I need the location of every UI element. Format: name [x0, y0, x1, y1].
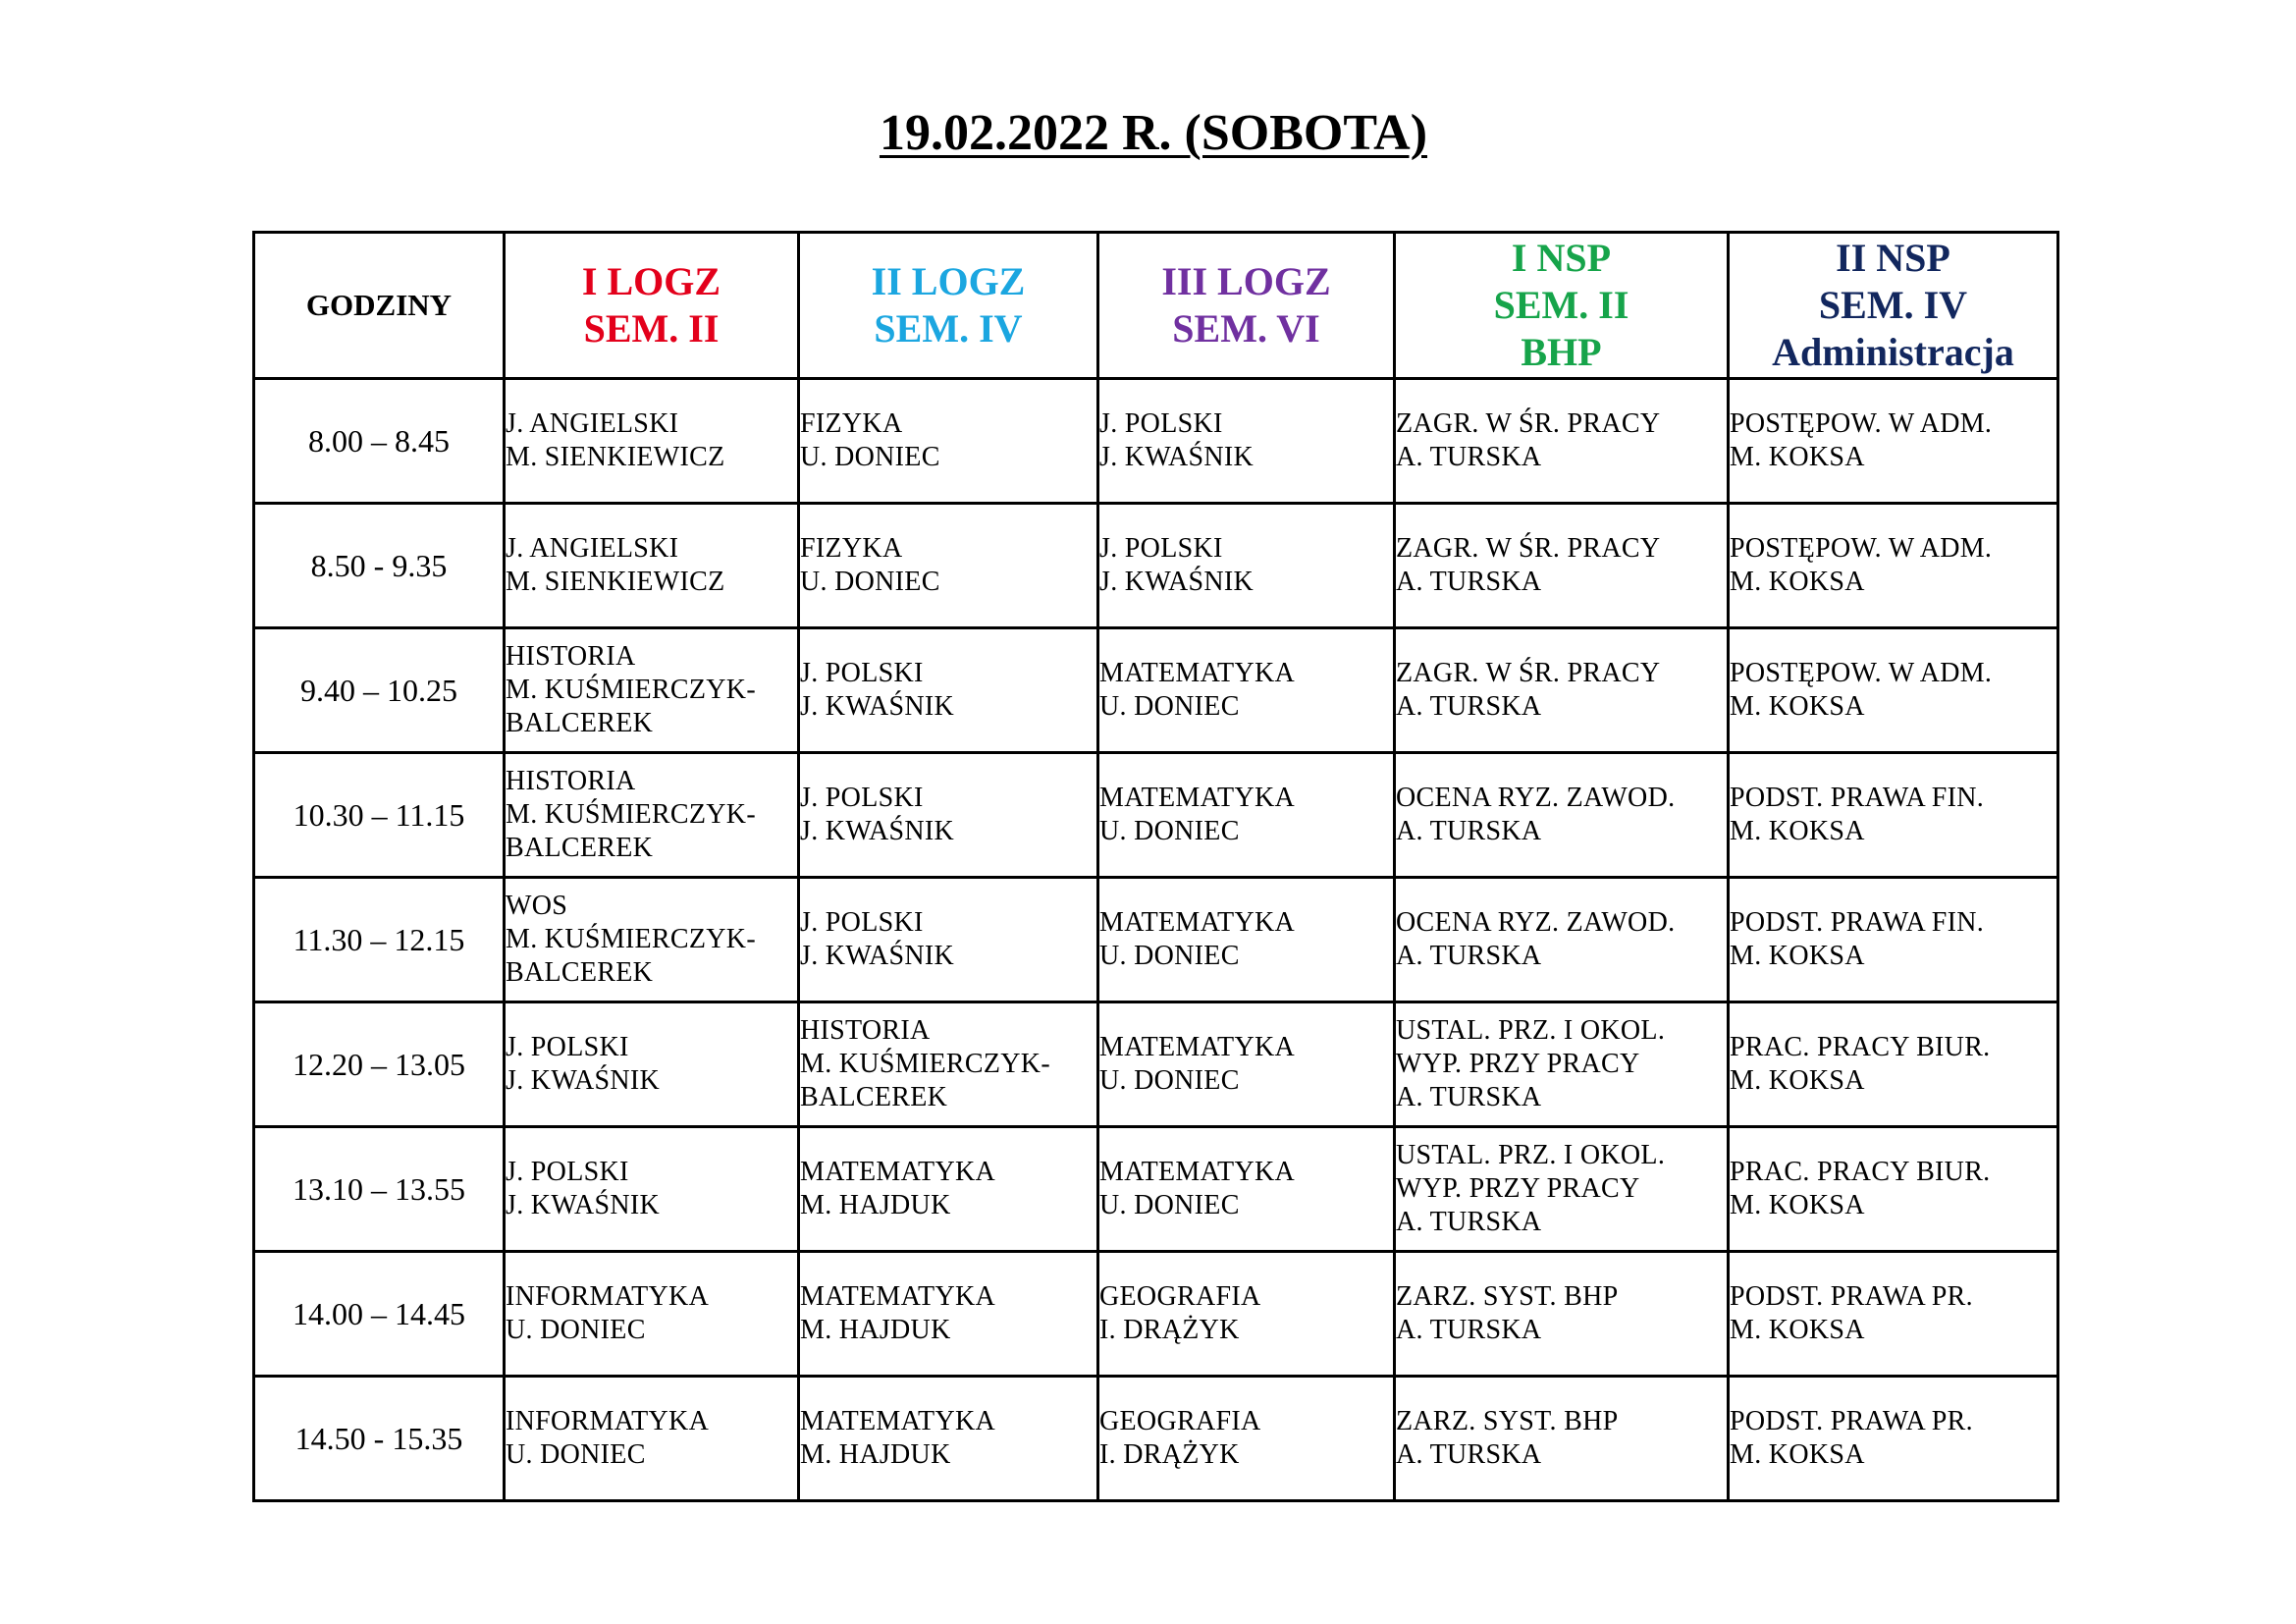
subject-line: USTAL. PRZ. I OKOL.: [1396, 1015, 1666, 1046]
table-row: [254, 504, 2058, 628]
class-cell: [1098, 1252, 1395, 1377]
page-title: 19.02.2022 R. (SOBOTA): [879, 105, 1428, 161]
teacher-name: A. TURSKA: [1396, 816, 1542, 846]
subject-line: J. ANGIELSKI: [506, 533, 679, 564]
teacher-name: A. TURSKA: [1396, 442, 1542, 472]
subject-line: PRAC. PRACY BIUR.: [1730, 1157, 1991, 1187]
teacher-name: BALCEREK: [506, 833, 654, 863]
teacher-name: M. KOKSA: [1730, 567, 1865, 597]
subject-line: ZAGR. W ŚR. PRACY: [1396, 658, 1661, 688]
table-row: [254, 1252, 2058, 1377]
teacher-name: U. DONIEC: [1099, 1065, 1240, 1096]
header-iii-logz: [1098, 233, 1395, 379]
subject-line: M. KUŚMIERCZYK-: [506, 799, 756, 830]
table-row: [254, 878, 2058, 1002]
subject-line: MATEMATYKA: [1099, 907, 1295, 938]
class-cell: [1729, 878, 2058, 1002]
subject-line: PRAC. PRACY BIUR.: [1730, 1032, 1991, 1062]
teacher-name: J. KWAŚNIK: [506, 1065, 660, 1096]
time-slot: 8.50 - 9.35: [254, 504, 505, 628]
class-cell: [505, 1377, 799, 1501]
header-line: Administracja: [1772, 330, 2014, 374]
subject-line: INFORMATYKA: [506, 1406, 710, 1436]
header-i-logz: [505, 233, 799, 379]
class-cell: [1395, 1252, 1729, 1377]
teacher-name: M. SIENKIEWICZ: [506, 442, 725, 472]
header-line: SEM. IV: [874, 306, 1023, 351]
teacher-name: A. TURSKA: [1396, 1207, 1542, 1237]
time-slot: 12.20 – 13.05: [254, 1002, 505, 1127]
teacher-name: U. DONIEC: [506, 1439, 646, 1470]
header-i-nsp: [1395, 233, 1729, 379]
class-cell: [505, 753, 799, 878]
class-cell: [1098, 1377, 1395, 1501]
class-cell: [1729, 1002, 2058, 1127]
subject-line: J. POLSKI: [506, 1032, 629, 1062]
header-ii-nsp: [1729, 233, 2058, 379]
teacher-name: M. HAJDUK: [800, 1439, 951, 1470]
class-cell: [799, 504, 1098, 628]
class-cell: [1395, 753, 1729, 878]
class-cell: [1098, 504, 1395, 628]
teacher-name: J. KWAŚNIK: [800, 941, 954, 971]
subject-line: J. POLSKI: [800, 907, 924, 938]
class-cell: [799, 1377, 1098, 1501]
subject-line: GEOGRAFIA: [1099, 1281, 1261, 1312]
header-godziny: [254, 233, 505, 379]
table-row: [254, 1002, 2058, 1127]
teacher-name: M. HAJDUK: [800, 1190, 951, 1220]
class-cell: [1395, 1002, 1729, 1127]
teacher-name: U. DONIEC: [800, 567, 940, 597]
teacher-name: M. KOKSA: [1730, 1315, 1865, 1345]
teacher-name: A. TURSKA: [1396, 1315, 1542, 1345]
teacher-name: BALCEREK: [800, 1082, 948, 1112]
subject-line: J. POLSKI: [800, 658, 924, 688]
class-cell: [1395, 1377, 1729, 1501]
class-cell: [799, 1252, 1098, 1377]
subject-line: HISTORIA: [506, 766, 636, 796]
teacher-name: A. TURSKA: [1396, 691, 1542, 722]
teacher-name: M. KOKSA: [1730, 1065, 1865, 1096]
class-cell: [1098, 379, 1395, 504]
time-slot: 13.10 – 13.55: [254, 1127, 505, 1252]
time-slot: 10.30 – 11.15: [254, 753, 505, 878]
subject-line: MATEMATYKA: [800, 1157, 995, 1187]
class-cell: [799, 1002, 1098, 1127]
subject-line: J. POLSKI: [800, 783, 924, 813]
subject-line: PODST. PRAWA PR.: [1730, 1406, 1973, 1436]
header-line: II LOGZ: [871, 259, 1026, 303]
subject-line: MATEMATYKA: [1099, 1157, 1295, 1187]
subject-line: MATEMATYKA: [1099, 658, 1295, 688]
time-slot: 8.00 – 8.45: [254, 379, 505, 504]
teacher-name: I. DRĄŻYK: [1099, 1439, 1240, 1470]
teacher-name: M. KOKSA: [1730, 816, 1865, 846]
teacher-name: U. DONIEC: [1099, 691, 1240, 722]
subject-line: ZARZ. SYST. BHP: [1396, 1406, 1619, 1436]
subject-line: MATEMATYKA: [1099, 783, 1295, 813]
subject-line: PODST. PRAWA PR.: [1730, 1281, 1973, 1312]
subject-line: PODST. PRAWA FIN.: [1730, 907, 1985, 938]
header-line: BHP: [1521, 330, 1602, 374]
teacher-name: M. KOKSA: [1730, 941, 1865, 971]
header-line: GODZINY: [305, 288, 453, 322]
subject-line: WYP. PRZY PRACY: [1396, 1173, 1640, 1204]
teacher-name: A. TURSKA: [1396, 1082, 1542, 1112]
class-cell: [505, 379, 799, 504]
teacher-name: U. DONIEC: [800, 442, 940, 472]
class-cell: [799, 878, 1098, 1002]
subject-line: PODST. PRAWA FIN.: [1730, 783, 1985, 813]
subject-line: FIZYKA: [800, 408, 903, 439]
teacher-name: A. TURSKA: [1396, 567, 1542, 597]
table-row: [254, 1377, 2058, 1501]
time-slot: 9.40 – 10.25: [254, 628, 505, 753]
subject-line: HISTORIA: [800, 1015, 931, 1046]
teacher-name: M. KOKSA: [1730, 1439, 1865, 1470]
subject-line: M. KUŚMIERCZYK-: [506, 675, 756, 705]
subject-line: ZAGR. W ŚR. PRACY: [1396, 408, 1661, 439]
subject-line: M. KUŚMIERCZYK-: [800, 1049, 1050, 1079]
teacher-name: J. KWAŚNIK: [506, 1190, 660, 1220]
teacher-name: M. KOKSA: [1730, 1190, 1865, 1220]
subject-line: MATEMATYKA: [800, 1406, 995, 1436]
class-cell: [1098, 878, 1395, 1002]
class-cell: [505, 628, 799, 753]
class-cell: [1729, 1127, 2058, 1252]
subject-line: MATEMATYKA: [800, 1281, 995, 1312]
header-line: II NSP: [1836, 236, 1950, 280]
class-cell: [1395, 628, 1729, 753]
subject-line: J. ANGIELSKI: [506, 408, 679, 439]
teacher-name: J. KWAŚNIK: [800, 816, 954, 846]
teacher-name: A. TURSKA: [1396, 941, 1542, 971]
subject-line: MATEMATYKA: [1099, 1032, 1295, 1062]
header-line: SEM. VI: [1172, 306, 1320, 351]
table-row: [254, 1127, 2058, 1252]
header-line: SEM. II: [1493, 283, 1629, 327]
subject-line: ZARZ. SYST. BHP: [1396, 1281, 1619, 1312]
teacher-name: I. DRĄŻYK: [1099, 1315, 1240, 1345]
subject-line: POSTĘPOW. W ADM.: [1730, 658, 1993, 688]
class-cell: [799, 628, 1098, 753]
class-cell: [505, 878, 799, 1002]
subject-line: J. POLSKI: [1099, 408, 1223, 439]
header-line: I LOGZ: [581, 259, 721, 303]
teacher-name: BALCEREK: [506, 708, 654, 738]
header-line: SEM. IV: [1818, 283, 1968, 327]
teacher-name: J. KWAŚNIK: [1099, 567, 1254, 597]
class-cell: [1729, 753, 2058, 878]
subject-line: POSTĘPOW. W ADM.: [1730, 533, 1993, 564]
subject-line: HISTORIA: [506, 641, 636, 672]
teacher-name: U. DONIEC: [1099, 816, 1240, 846]
class-cell: [799, 1127, 1098, 1252]
time-slot: 14.00 – 14.45: [254, 1252, 505, 1377]
class-cell: [505, 1002, 799, 1127]
subject-line: USTAL. PRZ. I OKOL.: [1396, 1140, 1666, 1170]
class-cell: [505, 504, 799, 628]
class-cell: [1729, 1252, 2058, 1377]
subject-line: FIZYKA: [800, 533, 903, 564]
header-row: [254, 233, 2058, 379]
teacher-name: U. DONIEC: [506, 1315, 646, 1345]
header-line: SEM. II: [583, 306, 720, 351]
subject-line: J. POLSKI: [506, 1157, 629, 1187]
class-cell: [1395, 504, 1729, 628]
class-cell: [1729, 379, 2058, 504]
class-cell: [1729, 628, 2058, 753]
table-row: [254, 379, 2058, 504]
class-cell: [1098, 753, 1395, 878]
subject-line: M. KUŚMIERCZYK-: [506, 924, 756, 954]
header-line: I NSP: [1511, 236, 1612, 280]
teacher-name: A. TURSKA: [1396, 1439, 1542, 1470]
class-cell: [1395, 878, 1729, 1002]
class-cell: [1098, 628, 1395, 753]
subject-line: ZAGR. W ŚR. PRACY: [1396, 533, 1661, 564]
teacher-name: U. DONIEC: [1099, 941, 1240, 971]
class-cell: [1729, 1377, 2058, 1501]
teacher-name: M. SIENKIEWICZ: [506, 567, 725, 597]
subject-line: WOS: [506, 891, 568, 921]
teacher-name: U. DONIEC: [1099, 1190, 1240, 1220]
subject-line: OCENA RYZ. ZAWOD.: [1396, 783, 1676, 813]
table-row: [254, 628, 2058, 753]
teacher-name: J. KWAŚNIK: [800, 691, 954, 722]
teacher-name: M. HAJDUK: [800, 1315, 951, 1345]
subject-line: INFORMATYKA: [506, 1281, 710, 1312]
subject-line: OCENA RYZ. ZAWOD.: [1396, 907, 1676, 938]
subject-line: J. POLSKI: [1099, 533, 1223, 564]
subject-line: GEOGRAFIA: [1099, 1406, 1261, 1436]
table-row: [254, 753, 2058, 878]
subject-line: POSTĘPOW. W ADM.: [1730, 408, 1993, 439]
class-cell: [799, 753, 1098, 878]
time-slot: 11.30 – 12.15: [254, 878, 505, 1002]
class-cell: [799, 379, 1098, 504]
header-ii-logz: [799, 233, 1098, 379]
class-cell: [1395, 379, 1729, 504]
teacher-name: J. KWAŚNIK: [1099, 442, 1254, 472]
class-cell: [505, 1127, 799, 1252]
time-slot: 14.50 - 15.35: [254, 1377, 505, 1501]
class-cell: [1098, 1002, 1395, 1127]
subject-line: WYP. PRZY PRACY: [1396, 1049, 1640, 1079]
teacher-name: BALCEREK: [506, 957, 654, 988]
class-cell: [1729, 504, 2058, 628]
teacher-name: M. KOKSA: [1730, 691, 1865, 722]
header-line: III LOGZ: [1161, 259, 1331, 303]
class-cell: [505, 1252, 799, 1377]
teacher-name: M. KOKSA: [1730, 442, 1865, 472]
schedule-body: [254, 379, 2058, 1501]
class-cell: [1098, 1127, 1395, 1252]
class-cell: [1395, 1127, 1729, 1252]
schedule-table: [252, 231, 2059, 1502]
